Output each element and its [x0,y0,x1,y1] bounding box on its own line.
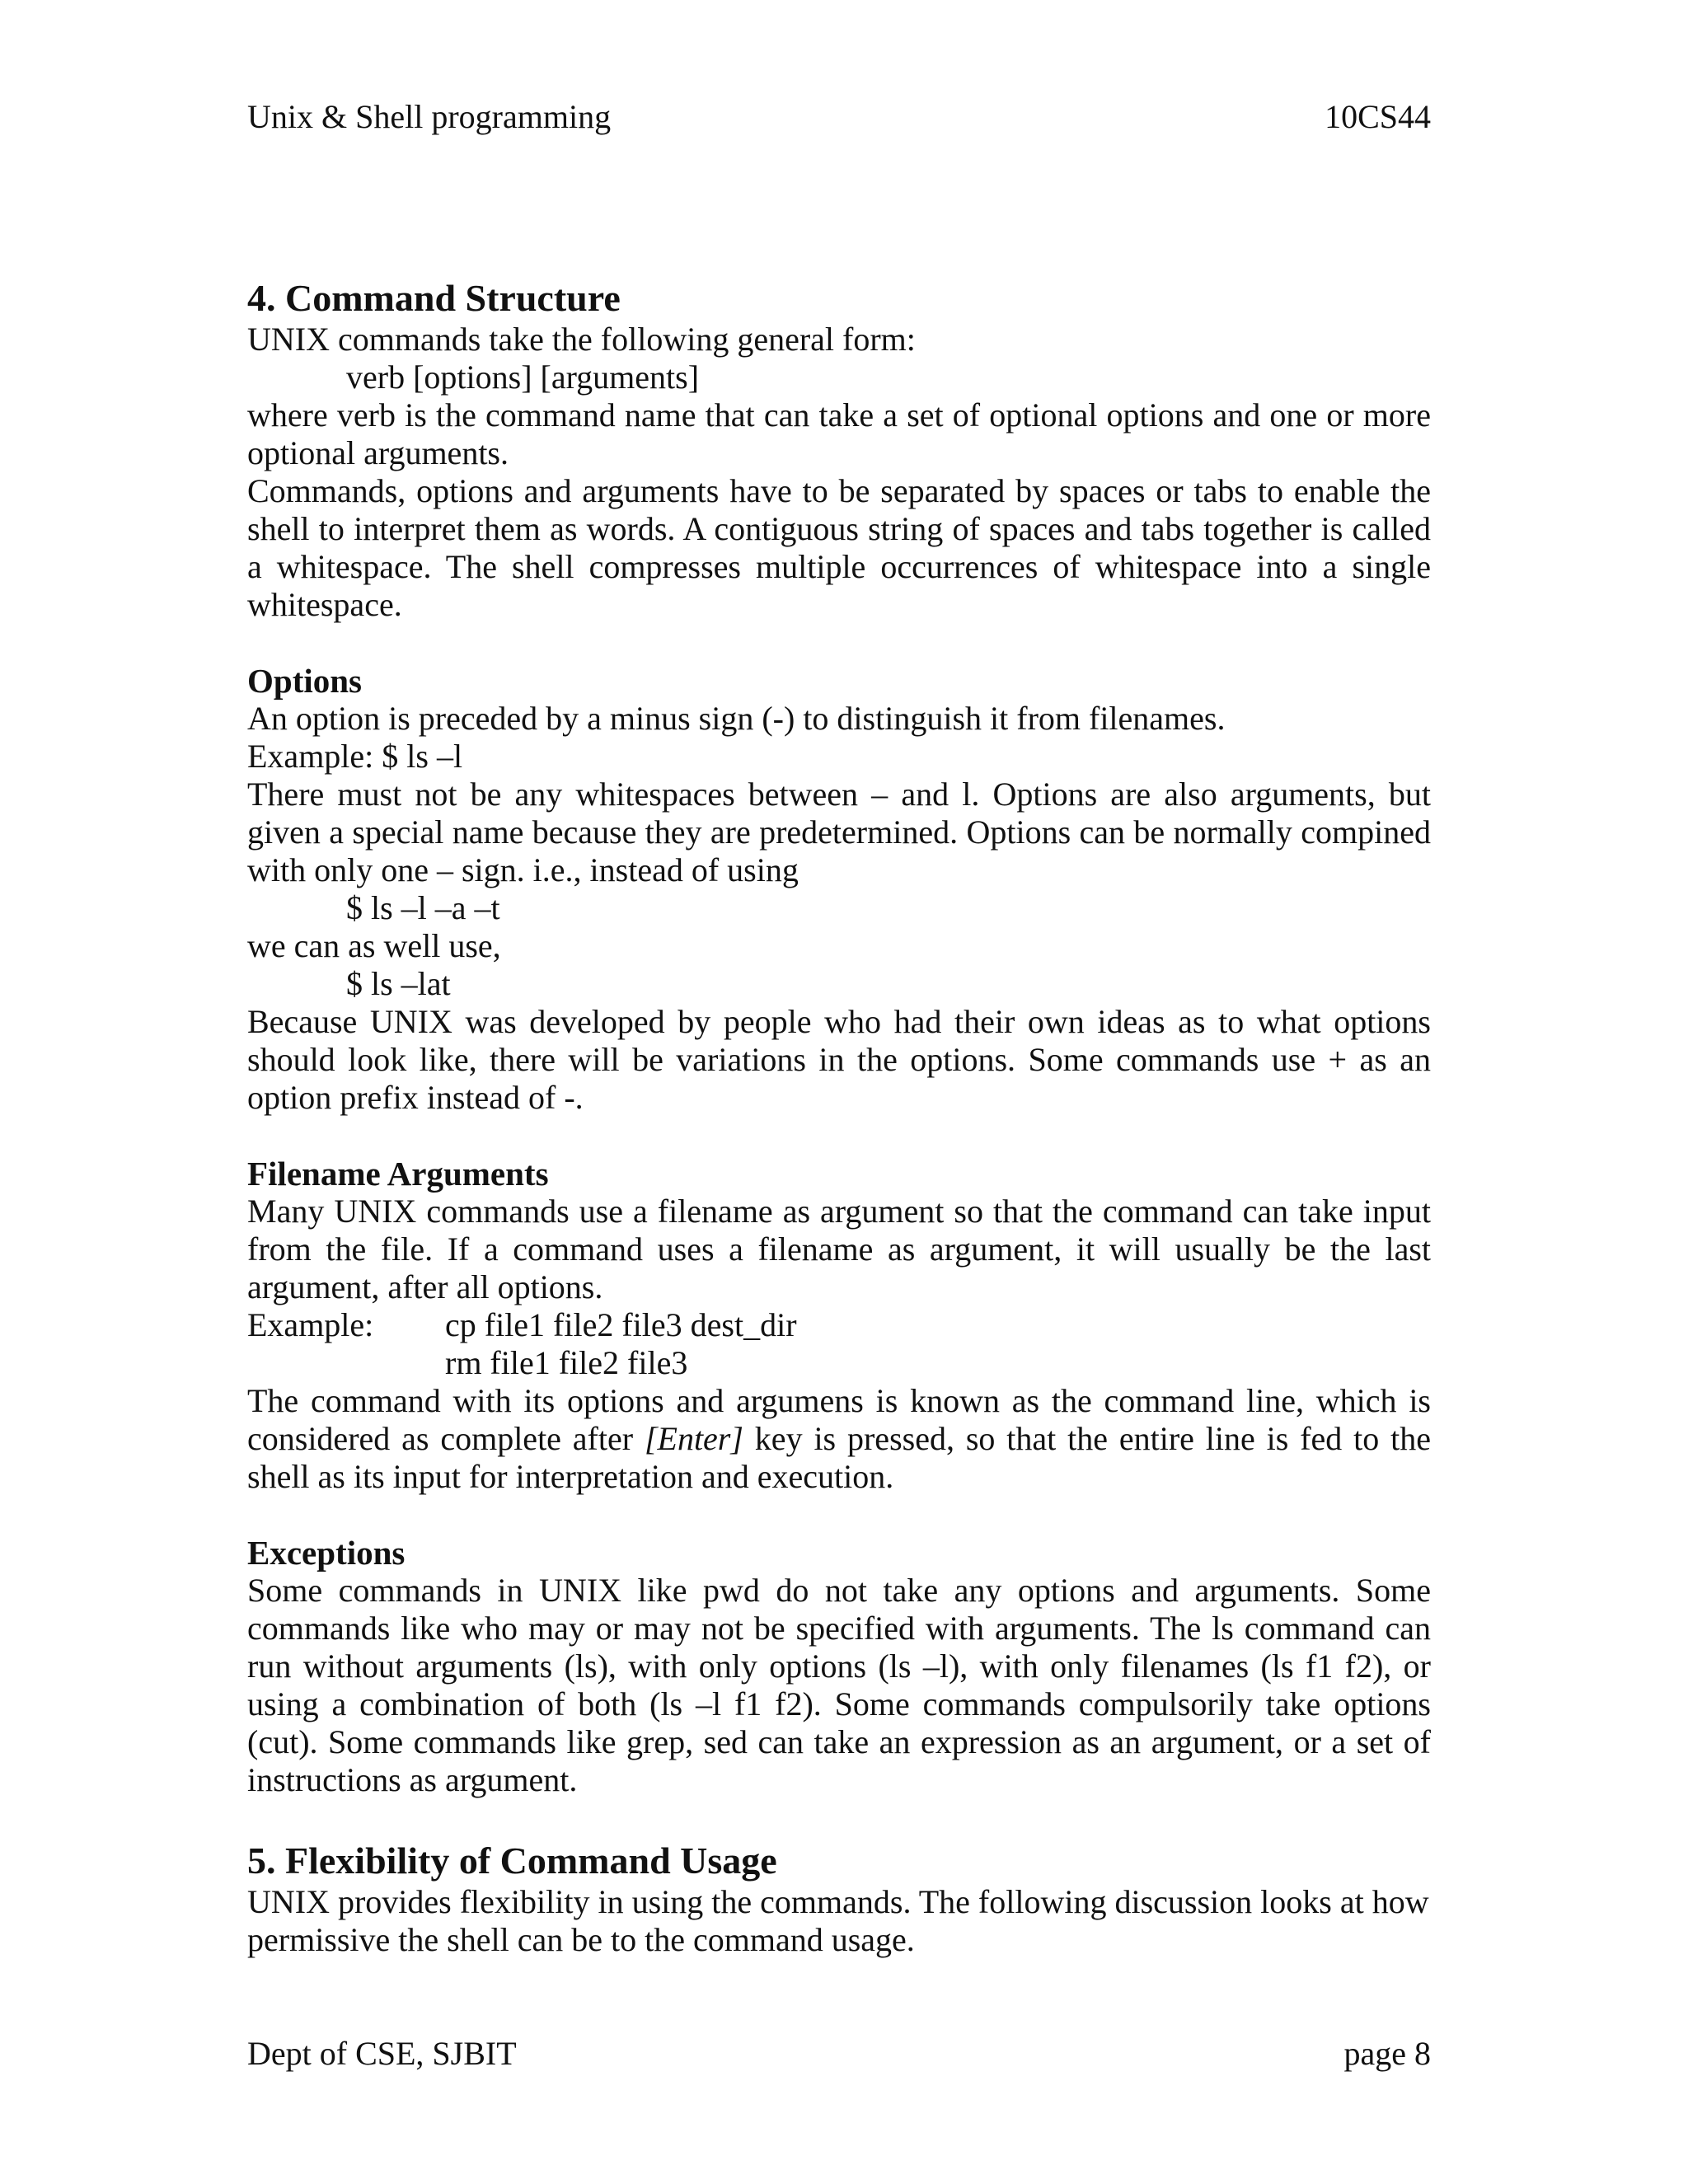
options-title: Options [247,662,362,700]
command-line-text-before: The command with its options and argumens is known as the command line, which is considered as complete after [247,1382,1431,1457]
section-5-title: 5. Flexibility of Command Usage [247,1840,777,1882]
example-command-cp: cp file1 file2 file3 dest_dir [445,1306,797,1343]
header-course-code: 10CS44 [1325,98,1431,135]
options-command-separate: $ ls –l –a –t [346,889,500,926]
spacer [247,1799,1431,1839]
page-header [247,97,1431,137]
command-syntax: verb [options] [arguments] [346,359,700,396]
options-mid-text: we can as well use, [247,927,501,964]
section-4-separators-paragraph: Commands, options and arguments have to be separated by spaces or tabs to enable the shell to interpret them as words. A contiguous string of spaces and tabs together is called a whitespace. The shell compresses multiple occurrences of whitespace into a single whitespace. [247,472,1431,623]
filename-example-label: Example: [247,1306,374,1343]
command-line-text-after: key is pressed, so that the entire line is fed to the shell as its input for interpretation and execution. [247,1420,1431,1495]
filename-example-commands [445,1306,797,1382]
section-4-intro: UNIX commands take the following general form: [247,321,916,358]
options-line: An option is preceded by a minus sign (-) to distinguish it from filenames. [247,700,1226,737]
exceptions-title: Exceptions [247,1534,406,1572]
footer-department: Dept of CSE, SJBIT [247,2035,517,2072]
exceptions-paragraph: Some commands in UNIX like pwd do not take any options and arguments. Some commands like who may or may not be specified with arguments. The ls command can run without arguments (ls), with only options (ls –l), with only filenames (ls f1 f2), or using a combination of both (ls –l f1 f2). Some commands compulsorily take options (cut). Some commands like grep, sed can take an expression as an argument, or a set of instructions as argument. [247,1572,1431,1798]
options-closing-paragraph: Because UNIX was developed by people who had their own ideas as to what options should look like, there will be variations in the options. Some commands use + as an option prefix instead of -. [247,1003,1431,1116]
command-line-paragraph [247,1382,1431,1496]
options-paragraph: There must not be any whitespaces between – and l. Options are also arguments, but given a special name because they are predetermined. Options can be normally compined with only one – sign. i.e., instead of using [247,776,1431,888]
filename-arguments-paragraph: Many UNIX commands use a filename as argument so that the command can take input from the file. If a command uses a filename as argument, it will usually be the last argument, after all options. [247,1193,1431,1305]
header-course-title: Unix & Shell programming [247,98,612,135]
section-4-title: 4. Command Structure [247,277,621,319]
section-4-where-paragraph: where verb is the command name that can take a set of optional options and one or more optional arguments. [247,396,1431,471]
spacer [247,1496,1431,1534]
filename-example [247,1306,1431,1382]
footer-page-number: page 8 [1343,2035,1431,2072]
spacer [247,1117,1431,1155]
page-content [247,276,1431,1959]
options-example: Example: $ ls –l [247,738,463,775]
options-command-combined: $ ls –lat [346,965,451,1002]
spacer [247,624,1431,662]
filename-arguments-title: Filename Arguments [247,1155,549,1193]
page-footer [247,2034,1431,2074]
section-5-paragraph: UNIX provides flexibility in using the commands. The following discussion looks at how permissive the shell can be to the command usage. [247,1883,1429,1958]
example-command-rm: rm file1 file2 file3 [445,1344,688,1381]
enter-key-text: [Enter] [644,1420,743,1457]
